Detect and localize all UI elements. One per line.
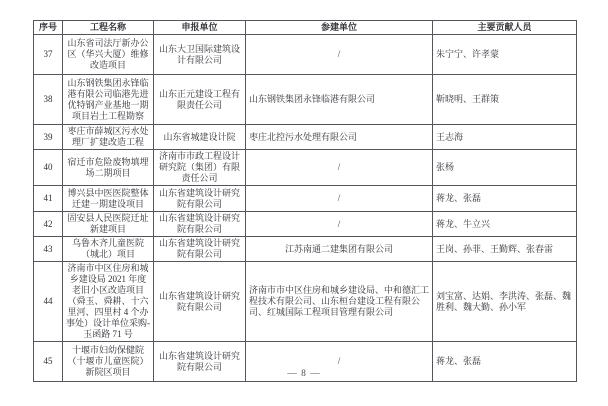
cell-serial: 40 [34, 150, 63, 186]
cell-project: 博兴县中医医院整体迁建一期建设项目 [63, 186, 154, 212]
cell-serial: 38 [34, 75, 63, 125]
cell-serial: 43 [34, 237, 63, 262]
table-row [34, 237, 577, 262]
cell-contributors: 蒋龙、张磊 [433, 342, 577, 382]
table-row [34, 262, 577, 342]
header-participating-units: 参建单位 [246, 21, 433, 35]
cell-participants: 济南市市中区住房和城乡建设局、中和德汇工程技术有限公司、山东桓台建设工程有限公司、红城国际工程项目管理有限公司 [246, 262, 433, 342]
cell-contributors: 王岗、孙菲、王勤辉、张春雷 [433, 237, 577, 262]
table-row [34, 35, 577, 75]
table-row [34, 150, 577, 186]
cell-participants: 山东钢铁集团永锋临港有限公司 [246, 75, 433, 125]
header-main-contributors: 主要贡献人员 [433, 21, 577, 35]
cell-contributors: 蒋龙、牛立兴 [433, 212, 577, 237]
cell-contributors: 蒋龙、张磊 [433, 186, 577, 212]
cell-contributors: 朱宁宁、许孝蒙 [433, 35, 577, 75]
header-serial-number: 序号 [34, 21, 63, 35]
cell-project: 山东省司法厅新办公区（华兴大厦）维修改造项目 [63, 35, 154, 75]
cell-applicant: 山东省城建设计院 [154, 125, 246, 150]
cell-project: 山东钢铁集团永锋临港有限公司临港先进优特钢产业基地一期项目岩土工程勘察 [63, 75, 154, 125]
cell-contributors: 张杨 [433, 150, 577, 186]
cell-contributors: 刘宝富、达娟、李洪涛、张磊、魏胜利、魏大勤、孙小军 [433, 262, 577, 342]
cell-participants: / [246, 186, 433, 212]
cell-project: 枣庄市薛城区污水处理厂扩建改造工程 [63, 125, 154, 150]
cell-project: 宿迁市危险废物填埋场二期项目 [63, 150, 154, 186]
cell-serial: 39 [34, 125, 63, 150]
cell-applicant: 山东省建筑设计研究院有限公司 [154, 186, 246, 212]
awards-table [33, 20, 577, 382]
cell-contributors: 靳晓明、王群策 [433, 75, 577, 125]
header-project-name: 工程名称 [63, 21, 154, 35]
cell-applicant: 山东省建筑设计研究院有限公司 [154, 342, 246, 382]
table-row [34, 125, 577, 150]
cell-project: 济南市中区住房和城乡建设局 2021 年度老旧小区改造项目（舜玉、舜耕、十六里河、四里村 4 个办事处）设计单位采购-玉函路 71 号 [63, 262, 154, 342]
table-header-row [34, 21, 577, 35]
cell-applicant: 山东省建筑设计研究院有限公司 [154, 262, 246, 342]
cell-applicant: 山东省建筑设计研究院有限公司 [154, 212, 246, 237]
header-applicant-unit: 申报单位 [154, 21, 246, 35]
cell-participants: / [246, 35, 433, 75]
cell-contributors: 王志海 [433, 125, 577, 150]
cell-project: 固安县人民医院迁址新建项目 [63, 212, 154, 237]
cell-participants: 江苏南通二建集团有限公司 [246, 237, 433, 262]
cell-serial: 45 [34, 342, 63, 382]
cell-serial: 41 [34, 186, 63, 212]
table-row [34, 212, 577, 237]
cell-serial: 44 [34, 262, 63, 342]
cell-project: 乌鲁木齐儿童医院（城北）项目 [63, 237, 154, 262]
cell-applicant: 山东省建筑设计研究院有限公司 [154, 237, 246, 262]
table-row [34, 75, 577, 125]
cell-serial: 42 [34, 212, 63, 237]
cell-applicant: 山东正元建设工程有限责任公司 [154, 75, 246, 125]
cell-participants: 枣庄北控污水处理有限公司 [246, 125, 433, 150]
cell-serial: 37 [34, 35, 63, 75]
cell-participants: / [246, 212, 433, 237]
cell-participants: / [246, 150, 433, 186]
cell-applicant: 山东大卫国际建筑设计有限公司 [154, 35, 246, 75]
cell-project: 十堰市妇幼保健院（十堰市儿童医院）新院区项目 [63, 342, 154, 382]
page-number: — 8 — [287, 369, 321, 379]
table-row [34, 186, 577, 212]
cell-applicant: 济南市市政工程设计研究院（集团）有限责任公司 [154, 150, 246, 186]
cell-participants: / [246, 342, 433, 382]
